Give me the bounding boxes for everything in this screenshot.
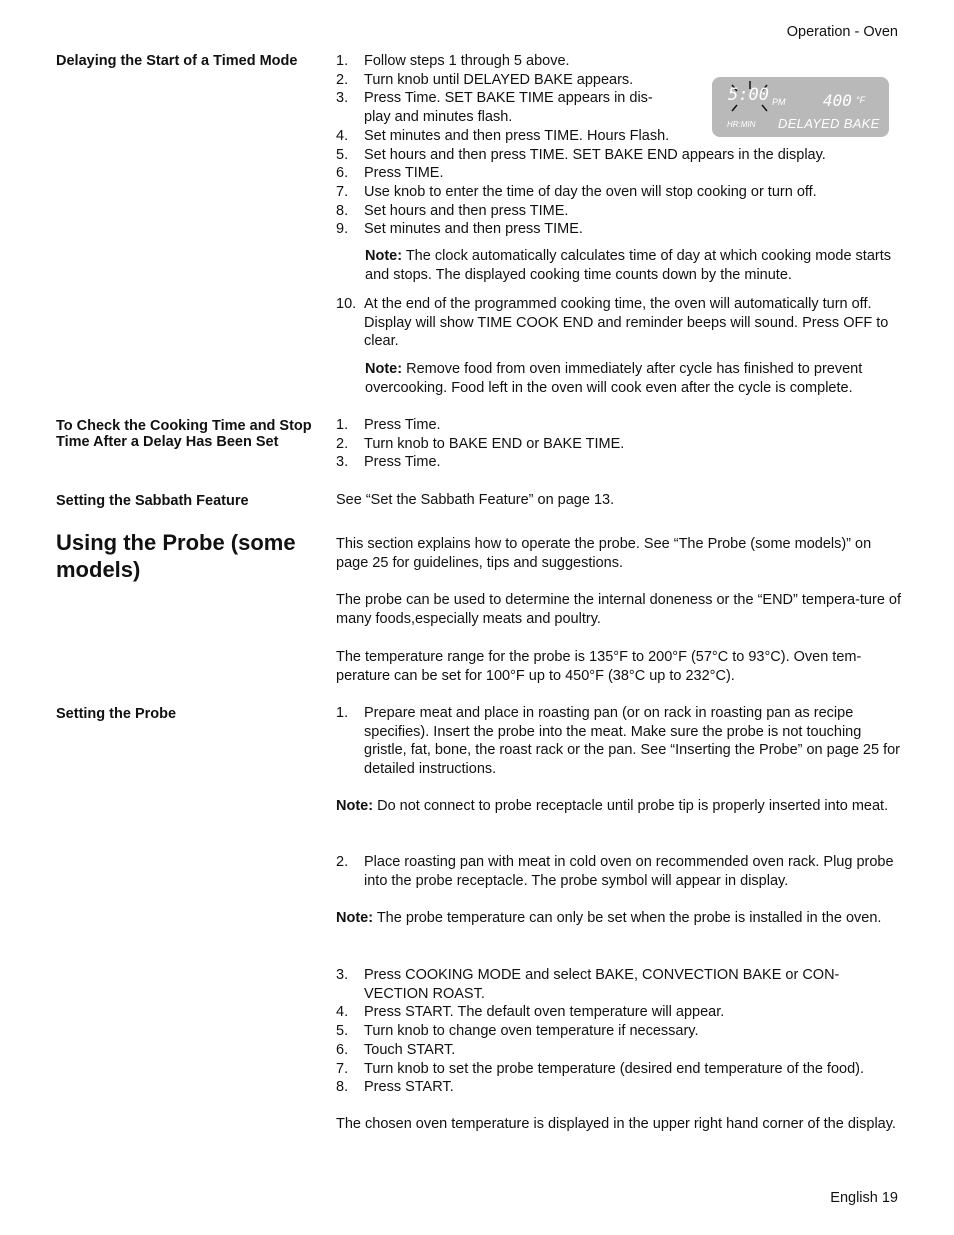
list-item: 5. Set hours and then press TIME. SET BAKE END appears in the display. bbox=[336, 146, 826, 163]
list-item: 4. Press START. The default oven temperature will appear. bbox=[336, 1004, 725, 1021]
list-item: 9. Set minutes and then press TIME. bbox=[336, 221, 583, 238]
setprobe-steps-list bbox=[336, 966, 901, 1097]
closing-text: The chosen oven temperature is displayed in the upper right hand corner of the display. bbox=[336, 1116, 896, 1132]
setprobe-step-1 bbox=[336, 704, 901, 779]
list-item: 3. Press Time. bbox=[336, 454, 441, 471]
list-item: 2. Turn knob until DELAYED BAKE appears. bbox=[336, 71, 634, 88]
display-unit: °F bbox=[856, 95, 866, 105]
display-temp: 400 bbox=[823, 91, 852, 110]
display-ampm: PM bbox=[772, 97, 786, 107]
note-clock: Note: The clock automatically calculates time of day at which cooking mode starts and stops. The displayed cooking time counts down by the minute. bbox=[365, 248, 891, 283]
oven-display-illustration bbox=[712, 77, 889, 137]
list-item: 5. Turn knob to change oven temperature if necessary. bbox=[336, 1023, 699, 1040]
display-hrmin: HR:MIN bbox=[727, 120, 756, 129]
probe-temp-range: The temperature range for the probe is 135°F to 200°F (57°C to 93°C). Oven tem-perature can be set for 100°F up to 450°F (38°C up to 232°C). bbox=[336, 649, 862, 684]
list-item: 4. Set minutes and then press TIME. Hours Flash. bbox=[336, 127, 670, 144]
list-item: 7. Use knob to enter the time of day the oven will stop cooking or turn off. bbox=[336, 183, 817, 200]
list-item: 3. Press COOKING MODE and select BAKE, CONVECTION BAKE or CON- VECTION ROAST. bbox=[336, 967, 840, 1002]
list-item: 1. Prepare meat and place in roasting pan (or on rack in roasting pan as recipe specifies). Insert the probe into the meat. Make sure the probe is not touching gristle, fat, bone, the roast rack or the pan. See “Inserting the Probe” on page 25 for detailed instructions. bbox=[336, 705, 901, 778]
heading-using-probe: Using the Probe (some models) bbox=[56, 530, 296, 582]
heading-setting-probe: Setting the Probe bbox=[56, 706, 177, 722]
list-item: 3. Press Time. SET BAKE TIME appears in dis- play and minutes flash. bbox=[336, 90, 653, 126]
list-item: 6. Touch START. bbox=[336, 1041, 456, 1058]
note-remove-food: Note: Remove food from oven immediately after cycle has finished to prevent overcooking. Food left in the oven will cook even after the cycle is complete. bbox=[365, 361, 863, 396]
note-probe-installed: Note: The probe temperature can only be set when the probe is installed in the oven. bbox=[336, 910, 882, 926]
note-probe-receptacle: Note: Do not connect to probe receptacle until probe tip is properly inserted into meat. bbox=[336, 798, 889, 814]
list-item: 8. Set hours and then press TIME. bbox=[336, 202, 569, 219]
heading-check-cooking-time: To Check the Cooking Time and Stop Time After a Delay Has Been Set bbox=[56, 418, 312, 450]
sabbath-text: See “Set the Sabbath Feature” on page 13. bbox=[336, 492, 615, 508]
display-mode: DELAYED BAKE bbox=[778, 116, 880, 131]
display-time: 5:00 bbox=[728, 85, 769, 105]
page-number: English 19 bbox=[830, 1190, 898, 1206]
list-item: 1. Press Time. bbox=[336, 417, 441, 433]
delay-step-10 bbox=[336, 295, 901, 351]
list-item: 2. Place roasting pan with meat in cold oven on recommended oven rack. Plug probe into the probe receptacle. The probe symbol will appear in display. bbox=[336, 854, 894, 889]
probe-intro: This section explains how to operate the probe. See “The Probe (some models)” on page 25 for guidelines, tips and suggestions. bbox=[336, 536, 872, 571]
heading-sabbath: Setting the Sabbath Feature bbox=[56, 493, 249, 509]
list-item: 8. Press START. bbox=[336, 1079, 454, 1096]
running-header: Operation - Oven bbox=[786, 24, 898, 40]
probe-doneness: The probe can be used to determine the internal doneness or the “END” tempera-ture of many foods,especially meats and poultry. bbox=[336, 592, 902, 627]
list-item: 7. Turn knob to set the probe temperature (desired end temperature of the food). bbox=[336, 1060, 865, 1077]
list-item: 10. At the end of the programmed cooking time, the oven will automatically turn off. Display will show TIME COOK END and reminder beeps will sound. Press OFF to clear. bbox=[336, 296, 889, 350]
setprobe-step-2 bbox=[336, 853, 901, 890]
list-item: 2. Turn knob to BAKE END or BAKE TIME. bbox=[336, 435, 625, 452]
check-steps-list bbox=[336, 416, 901, 472]
heading-delaying-start: Delaying the Start of a Timed Mode bbox=[56, 53, 298, 69]
list-item: 1. Follow steps 1 through 5 above. bbox=[336, 53, 570, 69]
list-item: 6. Press TIME. bbox=[336, 165, 444, 182]
